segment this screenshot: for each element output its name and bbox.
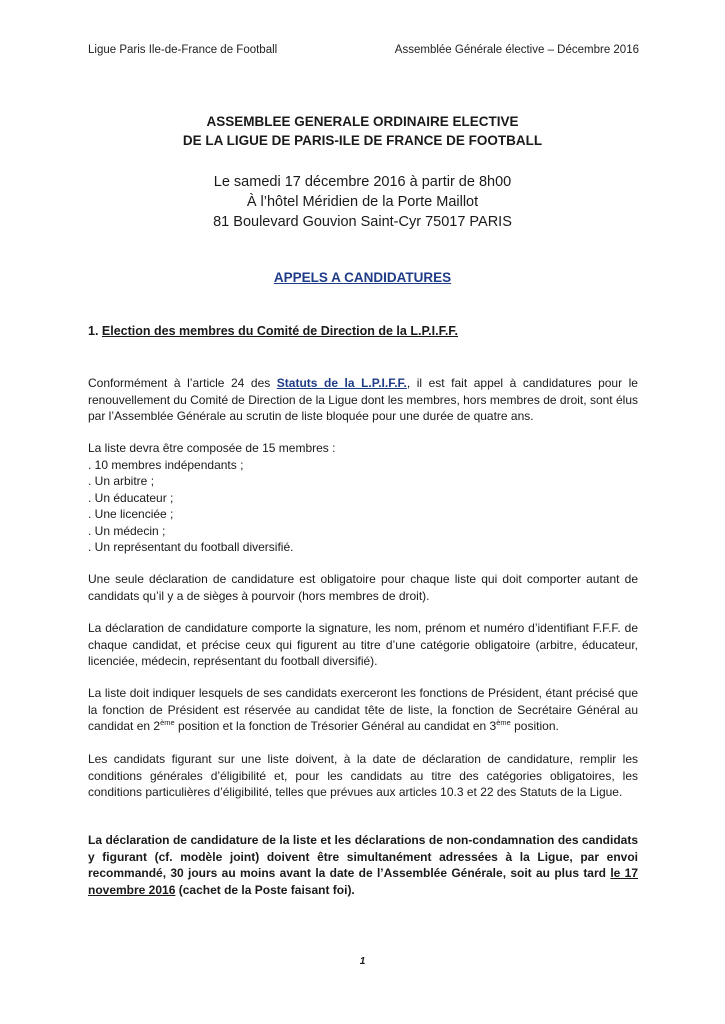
- paragraph-statuts: [88, 375, 638, 425]
- list-item: . Un médecin ;: [88, 523, 166, 538]
- composition-list: [88, 440, 638, 556]
- section-1-title: [88, 324, 458, 338]
- document-title: [0, 112, 725, 150]
- paragraph-declaration-contenu: La déclaration de candidature comporte la signature, les nom, prénom et numéro d’identifiant F.F.F. de chaque candidat, et précise ceux qui figurent au titre d’une catégorie obligatoire (arbitre, éducateur, licenciée, médecin, représentant du football diversifié).: [88, 621, 638, 668]
- para1-after: , il est fait appel à candidatures pour le renouvellement du Comité de Direction de la Ligue dont les membres, hors membres de droit, sont élus par l’Assemblée Générale au scrutin de liste bloquée pour une durée de quatre ans.: [88, 376, 638, 423]
- paragraph-deadline: [88, 832, 638, 898]
- paragraph-declaration-unique: Une seule déclaration de candidature est obligatoire pour chaque liste qui doit comporter autant de candidats qu’il y a de sièges à pourvoir (hors membres de droit).: [88, 572, 638, 603]
- venue-place: À l’hôtel Méridien de la Porte Maillot: [246, 194, 479, 210]
- list-item: . Un représentant du football diversifié.: [88, 540, 294, 554]
- venue-address: 81 Boulevard Gouvion Saint-Cyr 75017 PARIS: [213, 214, 512, 230]
- list-item: . Un arbitre ;: [88, 474, 155, 488]
- header-right: Assemblée Générale élective – Décembre 2016: [394, 44, 639, 56]
- para1-before: Conformément à l’article 24 des: [88, 376, 277, 390]
- section-heading: [0, 270, 725, 285]
- deadline-date: le 17 novembre 2016: [88, 866, 638, 897]
- page-number: 1: [359, 956, 366, 967]
- paragraph-fonctions: [88, 685, 638, 735]
- section-heading-text: APPELS A CANDIDATURES: [273, 270, 452, 285]
- list-item: . Un éducateur ;: [88, 490, 174, 505]
- para5-part3: position.: [510, 719, 559, 733]
- para5-sup1: ème: [160, 718, 175, 727]
- section-1-number: 1.: [88, 324, 99, 338]
- paragraph-eligibilite: Les candidats figurant sur une liste doivent, à la date de déclaration de candidature, remplir les conditions générales d’éligibilité et, pour les candidats au titre des catégories obligatoires, les conditions particulières d’éligibilité, telles que prévues aux articles 10.3 et 22 des Statuts de la Ligue.: [88, 752, 638, 799]
- list-item: . Une licenciée ;: [88, 507, 174, 521]
- venue-date: Le samedi 17 décembre 2016 à partir de 8h00: [213, 174, 512, 190]
- title-line-1: ASSEMBLEE GENERALE ORDINAIRE ELECTIVE: [206, 114, 519, 129]
- para7-text: La déclaration de candidature de la liste et les déclarations de non-condamnation des candidats y figurant (cf. modèle joint) doivent être simultanément adressées à la Ligue, par envoi recommandé, 30 jours au moins avant la date de l’Assemblée Générale, soit au plus tard: [88, 833, 638, 880]
- venue-block: [0, 172, 725, 232]
- statuts-link[interactable]: Statuts de la L.P.I.F.F.: [276, 376, 407, 390]
- para5-sup2: ème: [496, 718, 511, 727]
- list-item: . 10 membres indépendants ;: [88, 457, 244, 472]
- para7-after: (cachet de la Poste faisant foi).: [175, 882, 355, 897]
- header-left: Ligue Paris Ile-de-France de Football: [88, 44, 278, 56]
- para5-part1: La liste doit indiquer lesquels de ses candidats exerceront les fonctions de Président, étant précisé que la fonction de Président est réservée au candidat tête de liste, la fonction de Secrétaire Général au candidat en 2: [88, 686, 638, 733]
- para5-part2: position et la fonction de Trésorier Général au candidat en 3: [174, 719, 497, 733]
- section-1-text: Election des membres du Comité de Direction de la L.P.I.F.F.: [101, 324, 459, 338]
- title-line-2: DE LA LIGUE DE PARIS-ILE DE FRANCE DE FOOTBALL: [182, 133, 543, 148]
- list-intro: La liste devra être composée de 15 membres :: [88, 441, 336, 455]
